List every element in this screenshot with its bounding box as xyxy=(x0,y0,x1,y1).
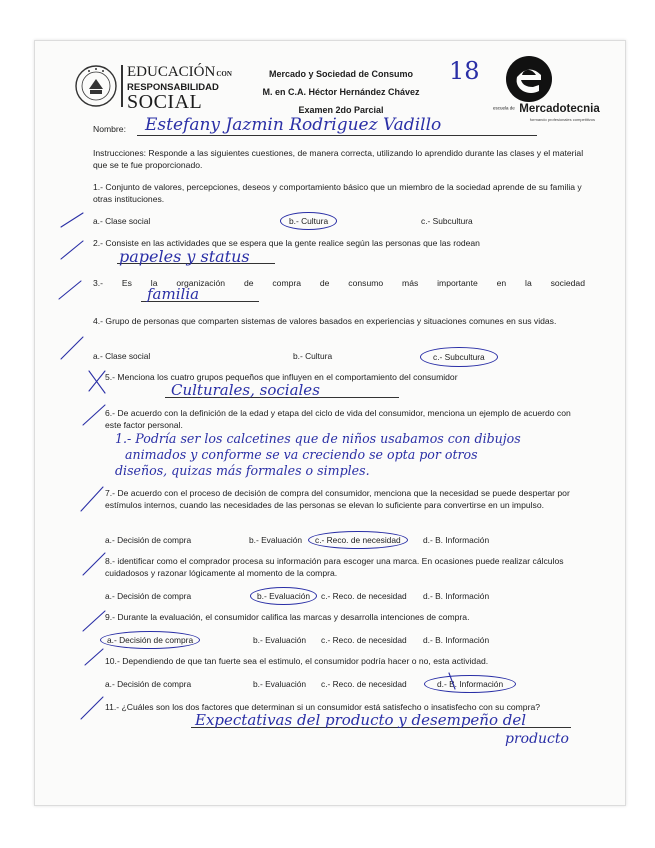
exam-sheet xyxy=(34,40,626,806)
q1-option-a: a.- Clase social xyxy=(93,216,151,226)
q1-text: 1.- Conjunto de valores, percepciones, deseos y comportamiento básico que un miembro de la sociedad aprende de su familia y otras instituciones. xyxy=(93,182,582,204)
q11-answer-line2: producto xyxy=(505,731,569,747)
brand-con: CON xyxy=(216,70,232,78)
check-mark-q8 xyxy=(83,553,105,575)
q8-text: 8.- identificar como el comprador procesa su información para escoger una marca. En ocasiones puede realizar cálculos cuidadosos y razonar lógicamente al momento de la compra. xyxy=(105,556,564,578)
check-mark-q1 xyxy=(61,213,83,227)
school-name: Mercadotecnia xyxy=(519,103,600,115)
q7-option-b: b.- Evaluación xyxy=(249,535,303,545)
q9-option-d: d.- B. Información xyxy=(423,635,490,645)
q6-text: 6.- De acuerdo con la definición de la edad y etapa del ciclo de vida del consumidor, menciona un ejemplo de acuerdo con este factor personal. xyxy=(105,408,571,430)
q4-option-a: a.- Clase social xyxy=(93,351,151,361)
q1-option-c: c.- Subcultura xyxy=(421,216,473,226)
grade: 18 xyxy=(449,57,480,85)
q2-answer: papeles y status xyxy=(119,247,250,266)
q7-option-c: c.- Reco. de necesidad xyxy=(308,531,408,549)
q9-option-b: b.- Evaluación xyxy=(253,635,307,645)
q11-text: 11.- ¿Cuáles son los dos factores que determinan si un consumidor está satisfecho o insatisfecho con su compra? xyxy=(105,702,541,712)
check-mark-q2 xyxy=(61,241,83,259)
check-mark-q7 xyxy=(81,487,103,511)
q9-option-c: c.- Reco. de necesidad xyxy=(321,635,407,645)
q8-option-b: b.- Evaluación xyxy=(250,587,317,605)
q10-option-d: d.- B. Información xyxy=(424,675,516,693)
check-mark-q10 xyxy=(85,649,103,665)
q10-option-c: c.- Reco. de necesidad xyxy=(321,679,407,689)
school-small: escuela de xyxy=(493,105,515,111)
q8-option-a: a.- Decisión de compra xyxy=(105,591,192,601)
brand-line2: RESPONSABILIDAD xyxy=(127,82,219,93)
q6-answer-line2: animados y conforme se va creciendo se opta por otros xyxy=(125,447,478,462)
q10-option-a: a.- Decisión de compra xyxy=(105,679,192,689)
q9-text: 9.- Durante la evaluación, el consumidor califica las marcas y desarrolla intenciones de compra. xyxy=(105,612,470,622)
course-title: Mercado y Sociedad de Consumo xyxy=(268,69,414,79)
q3-text: 3.- Es la organización de compra de consumo más importante en la sociedad xyxy=(93,278,585,288)
exam-title: Examen 2do Parcial xyxy=(298,105,384,115)
q4-text: 4.- Grupo de personas que comparten sistemas de valores basados en experiencias y situaciones comunes en sus vidas. xyxy=(93,316,557,326)
q8-option-d: d.- B. Información xyxy=(423,591,490,601)
q10-text: 10.- Dependiendo de que tan fuerte sea el estimulo, el consumidor podría hacer o no, esta actividad. xyxy=(105,656,489,666)
q6-answer-line3: diseños, quizas más formales o simples. xyxy=(115,463,370,478)
grading-marks xyxy=(35,41,625,805)
check-mark-q4 xyxy=(61,337,83,359)
q7-option-a: a.- Decisión de compra xyxy=(105,535,192,545)
q5-text: 5.- Menciona los cuatro grupos pequeños que influyen en el comportamiento del consumidor xyxy=(105,372,458,382)
strike-mark-q10 xyxy=(449,673,455,689)
q7-text: 7.- De acuerdo con el proceso de decisión de compra del consumidor, menciona que la necesidad se puede despertar por estímulos internos, cuando las necesidades de las personas se elevan lo suficiente para convertirse en un impulso. xyxy=(105,488,570,510)
q3-answer: familia xyxy=(147,285,200,303)
q4-option-c: c.- Subcultura xyxy=(420,347,498,367)
q9-option-a: a.- Decisión de compra xyxy=(100,631,200,649)
student-name: Estefany Jazmin Rodriguez Vadillo xyxy=(145,115,442,135)
check-mark-q6 xyxy=(83,405,105,425)
q8-option-c: c.- Reco. de necesidad xyxy=(321,591,407,601)
check-mark-q9 xyxy=(83,611,105,631)
q4-option-b: b.- Cultura xyxy=(293,351,333,361)
teacher-name: M. en C.A. Héctor Hernández Chávez xyxy=(262,87,420,97)
name-label: Nombre: xyxy=(93,124,126,134)
check-mark-q3 xyxy=(59,281,81,299)
school-tag: formando profesionales competitivos xyxy=(529,117,595,122)
q6-answer-line1: 1.- Podría ser los calcetines que de niños usabamos con dibujos xyxy=(115,431,521,446)
q7-option-d: d.- B. Información xyxy=(423,535,490,545)
q2-text: 2.- Consiste en las actividades que se espera que la gente realice según las personas que las rodean xyxy=(93,238,480,248)
instructions: Instrucciones: Responde a las siguientes cuestiones, de manera correcta, utilizando lo aprendido durante las clases y el material que se te fue proporcionado. xyxy=(93,148,584,170)
cross-mark-q5 xyxy=(89,371,105,393)
brand-line1: EDUCACIÓN xyxy=(127,64,216,80)
q10-option-b: b.- Evaluación xyxy=(253,679,307,689)
q5-answer: Culturales, sociales xyxy=(171,381,320,399)
brand-line3: SOCIAL xyxy=(127,91,203,113)
q1-option-b: b.- Cultura xyxy=(280,212,337,230)
q11-answer-line1: Expectativas del producto y desempeño del xyxy=(195,711,527,729)
check-mark-q11 xyxy=(81,697,103,719)
